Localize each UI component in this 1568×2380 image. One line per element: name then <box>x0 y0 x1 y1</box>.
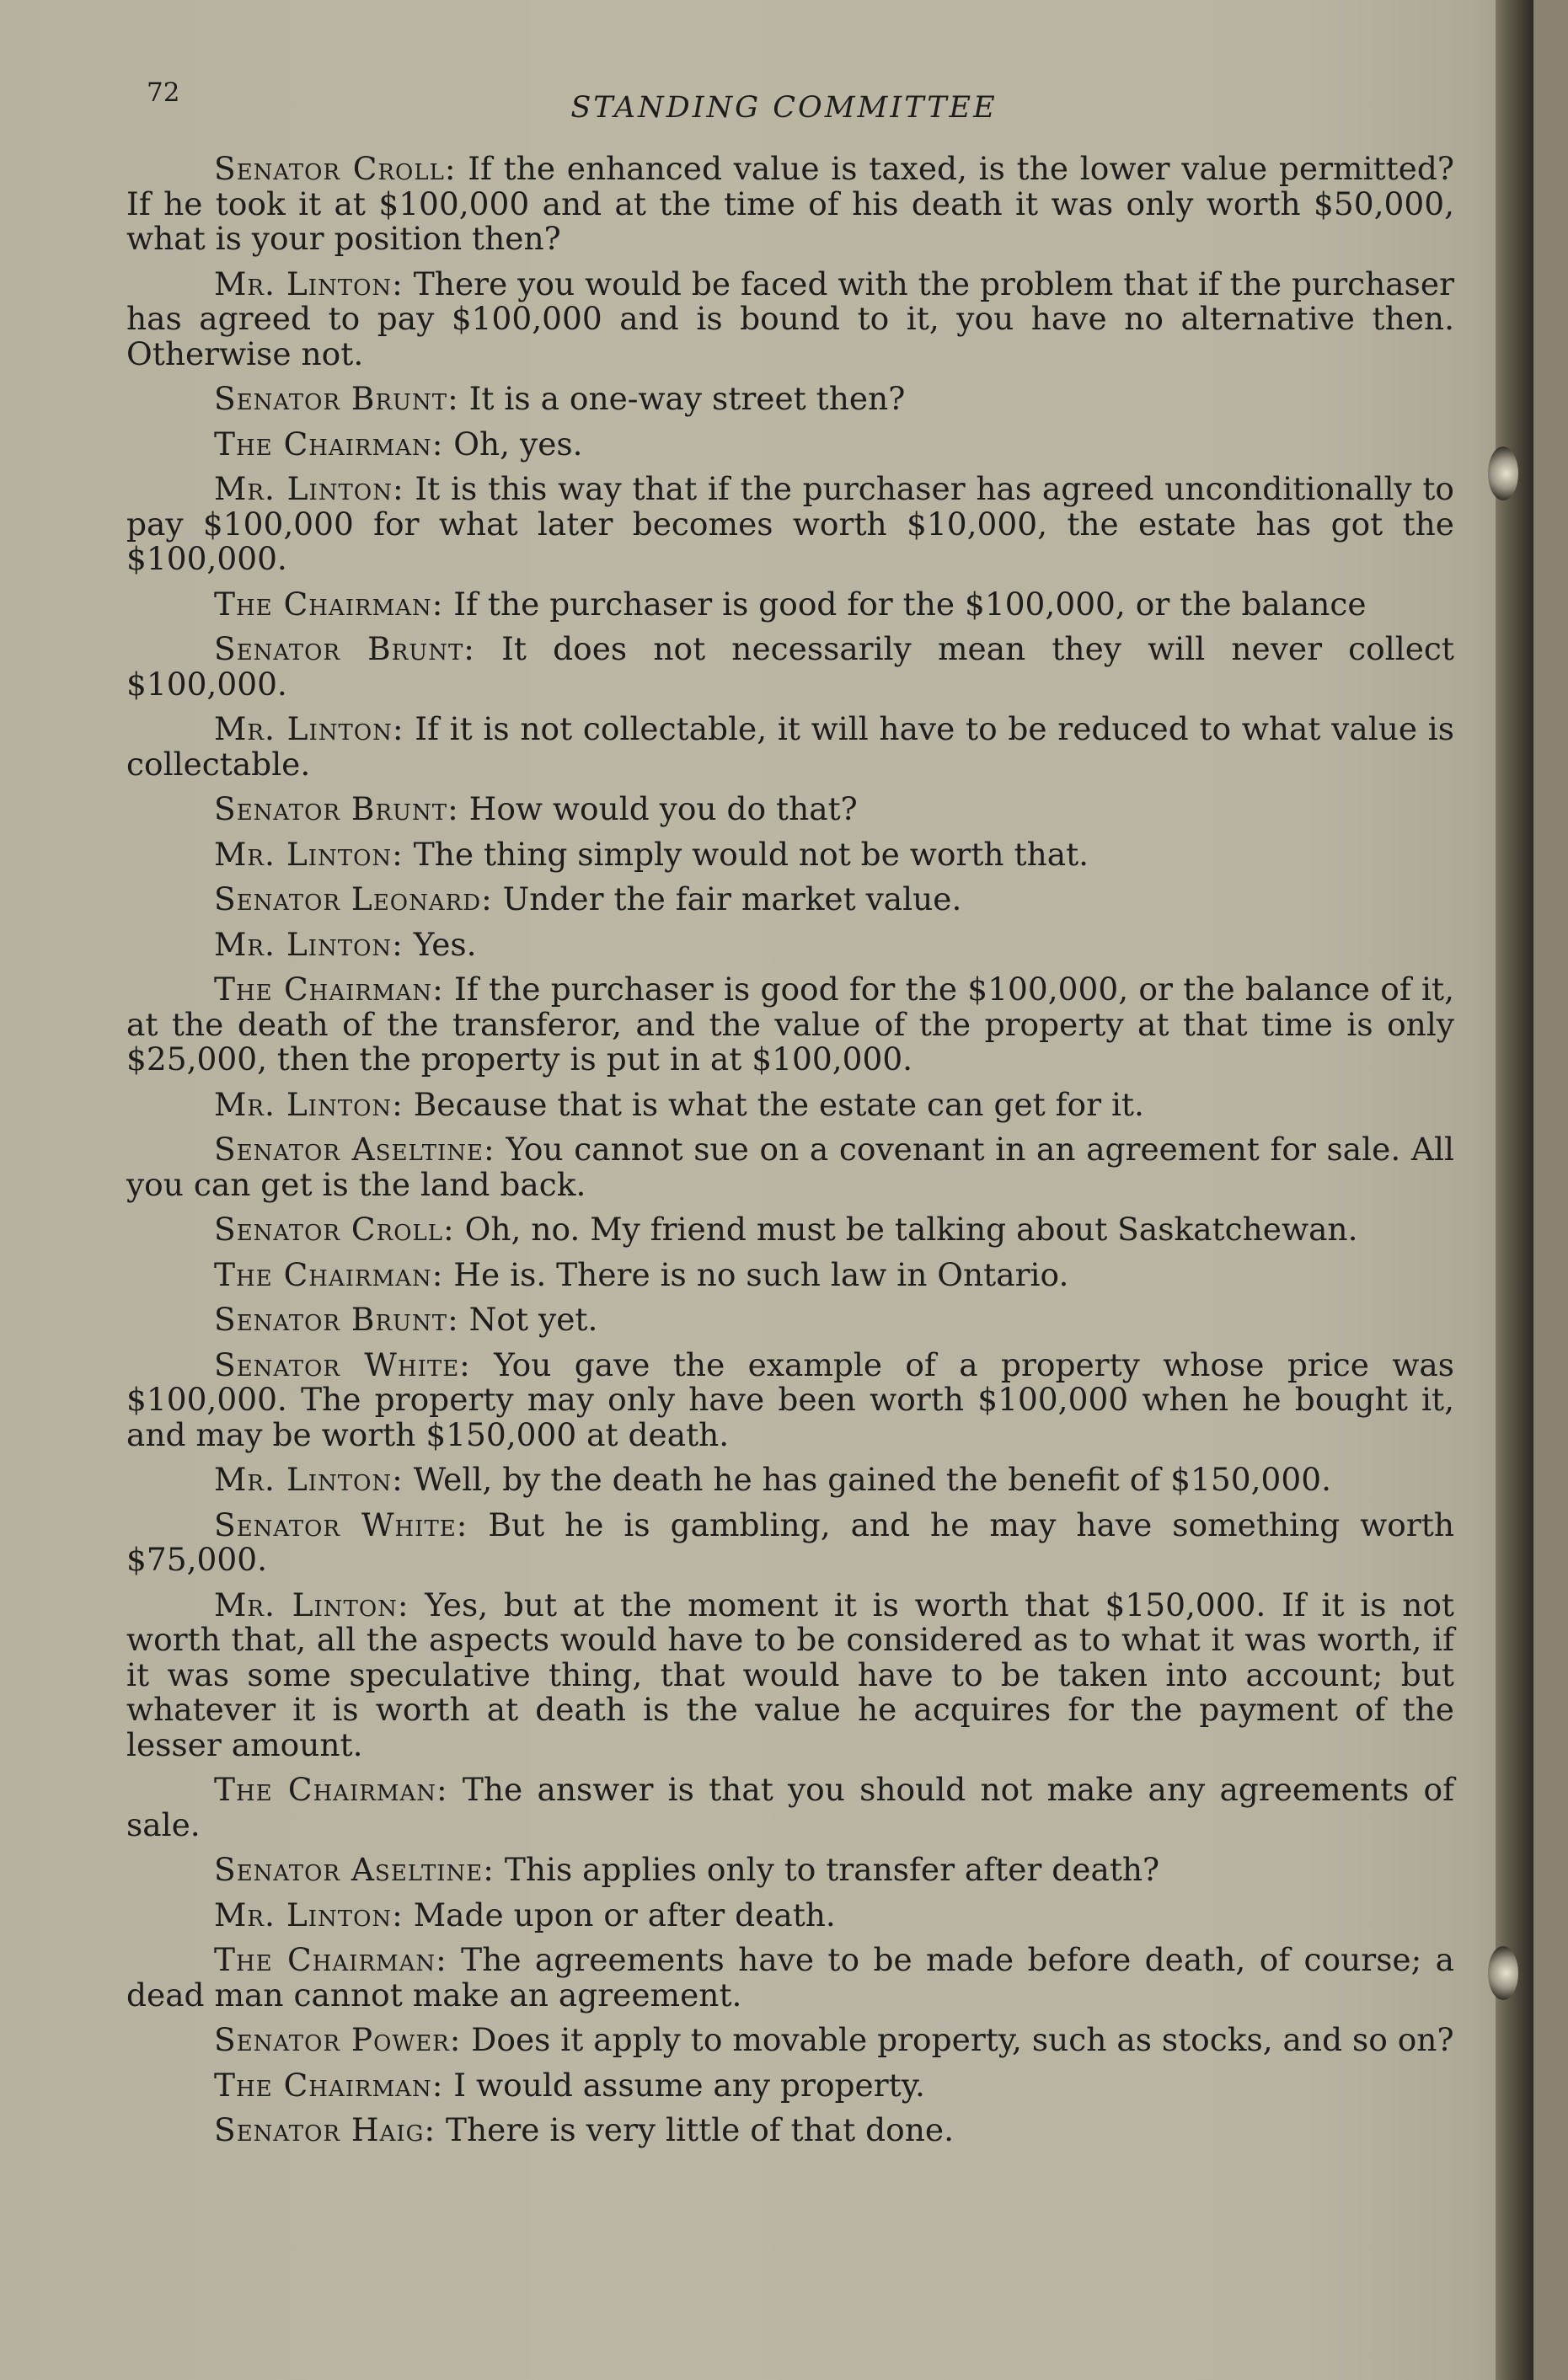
speaker-name: The Chairman: <box>214 585 444 623</box>
speech-text: Not yet. <box>458 1301 598 1338</box>
speech-text: Made upon or after death. <box>403 1896 836 1933</box>
speaker-name: The Chairman: <box>214 425 444 463</box>
transcript-paragraph <box>126 1898 1454 1933</box>
transcript-paragraph <box>126 1853 1454 1888</box>
speech-text: Yes, but at the moment it is worth that $150,000. If it is not worth that, all the aspects would have to be considered as to what it was worth, if it was some speculative thing, that would have to be taken into account; but whatever it is worth at death is the value he acquires for the payment of the lesser amount. <box>126 1586 1455 1763</box>
speaker-name: Senator White: <box>214 1506 468 1543</box>
speech-text: The thing simply would not be worth that. <box>403 835 1089 873</box>
speaker-name: Mr. Linton: <box>214 835 404 873</box>
speaker-name: Senator Croll: <box>214 1211 455 1248</box>
transcript-paragraph <box>126 1212 1454 1248</box>
transcript-paragraph <box>126 925 1454 963</box>
speech-text: There is very little of that done. <box>436 2111 954 2148</box>
transcript-paragraph <box>126 712 1454 782</box>
speech-text: It does not necessarily mean they will never collect $100,000. <box>126 630 1454 703</box>
speaker-name: Senator Brunt: <box>214 790 459 827</box>
transcript-paragraph <box>126 2068 1454 2104</box>
transcript-paragraph <box>126 2023 1454 2058</box>
speech-text: Under the fair market value. <box>492 880 962 917</box>
speech-text: It is a one-way street then? <box>458 380 906 417</box>
speaker-name: Mr. Linton: <box>214 1085 404 1123</box>
speech-text: This applies only to transfer after death? <box>494 1851 1160 1888</box>
transcript-paragraph <box>126 1302 1454 1338</box>
speech-text: How would you do that? <box>458 790 858 827</box>
speech-text: I would assume any property. <box>443 2066 925 2104</box>
binding-ring <box>1488 447 1518 500</box>
speaker-name: Mr. Linton: <box>214 710 404 747</box>
speech-text: If the purchaser is good for the $100,000, or the balance of it, at the death of the transferor, and the value of the property at that time is only $25,000, then the property is put in at $100,000. <box>126 971 1454 1078</box>
transcript-paragraph <box>126 1463 1454 1498</box>
speech-text: It is this way that if the purchaser has agreed unconditionally to pay $100,000 for what later becomes worth $10,000, the estate has got the $100,000. <box>126 470 1455 577</box>
speaker-name: Mr. Linton: <box>214 1586 409 1623</box>
speech-text: If it is not collectable, it will have to be reduced to what value is collectable. <box>126 710 1454 783</box>
transcript-paragraph <box>126 792 1454 827</box>
transcript-paragraph <box>126 152 1454 257</box>
speech-text: If the enhanced value is taxed, is the lower value permitted? If he took it at $100,000 and at the time of his death it was only worth $50,000, what is your position then? <box>126 150 1454 257</box>
transcript-paragraph <box>126 267 1454 372</box>
speaker-name: Senator Brunt: <box>214 380 459 417</box>
running-head: STANDING COMMITTEE <box>570 91 998 125</box>
transcript-paragraph <box>126 382 1454 417</box>
speech-text: He is. There is no such law in Ontario. <box>443 1255 1069 1293</box>
speech-text: Oh, no. My friend must be talking about Saskatchewan. <box>454 1211 1358 1248</box>
speaker-name: Mr. Linton: <box>214 925 404 963</box>
speaker-name: Senator Leonard: <box>214 880 493 917</box>
transcript-paragraph <box>126 427 1454 463</box>
transcript-paragraph <box>126 1255 1454 1293</box>
transcript-paragraph <box>126 1588 1454 1763</box>
transcript-paragraph <box>126 1773 1454 1842</box>
speaker-name: Senator White: <box>214 1345 471 1383</box>
speaker-name: The Chairman: <box>214 1941 447 1978</box>
speech-text: Well, by the death he has gained the benefit of $150,000. <box>403 1461 1332 1498</box>
transcript-body <box>126 152 1454 2158</box>
speaker-name: The Chairman: <box>214 971 444 1008</box>
transcript-paragraph <box>126 972 1454 1078</box>
speaker-name: Senator Haig: <box>214 2111 436 2148</box>
transcript-paragraph <box>126 1943 1454 2013</box>
transcript-paragraph <box>126 1085 1454 1123</box>
speaker-name: Senator Aseltine: <box>214 1851 495 1888</box>
page-number: 72 <box>147 78 180 108</box>
speaker-name: Senator Power: <box>214 2021 462 2058</box>
speech-text: There you would be faced with the problem that if the purchaser has agreed to pay $100,000 and is bound to it, you have no alternative then. Otherwise not. <box>126 265 1455 372</box>
speaker-name: The Chairman: <box>214 1255 444 1293</box>
speech-text: Does it apply to movable property, such as stocks, and so on? <box>461 2021 1454 2058</box>
speech-text: The agreements have to be made before death, of course; a dead man cannot make an agreement. <box>126 1941 1454 2014</box>
speaker-name: Senator Aseltine: <box>214 1131 495 1168</box>
speaker-name: Senator Croll: <box>214 150 457 187</box>
speaker-name: Senator Brunt: <box>214 630 475 667</box>
speech-text: You cannot sue on a covenant in an agreement for sale. All you can get is the land back. <box>126 1131 1454 1203</box>
transcript-paragraph <box>126 632 1454 702</box>
transcript-paragraph <box>126 837 1454 873</box>
transcript-paragraph <box>126 472 1454 577</box>
speech-text: But he is gambling, and he may have something worth $75,000. <box>126 1506 1454 1578</box>
transcript-paragraph <box>126 882 1454 917</box>
page-edge-shadow <box>1496 0 1533 2380</box>
binding-ring <box>1488 1946 1518 2000</box>
transcript-paragraph <box>126 1132 1454 1202</box>
speaker-name: Mr. Linton: <box>214 265 404 302</box>
speaker-name: The Chairman: <box>214 2066 444 2104</box>
speech-text: If the purchaser is good for the $100,000, or the balance <box>443 585 1367 623</box>
speech-text: Oh, yes. <box>443 425 583 463</box>
speaker-name: Mr. Linton: <box>214 470 404 507</box>
transcript-paragraph <box>126 1508 1454 1578</box>
speech-text: The answer is that you should not make any agreements of sale. <box>126 1771 1455 1843</box>
transcript-paragraph <box>126 1345 1454 1453</box>
speaker-name: Mr. Linton: <box>214 1896 404 1933</box>
speaker-name: Senator Brunt: <box>214 1301 459 1338</box>
speaker-name: Mr. Linton: <box>214 1461 404 1498</box>
transcript-paragraph <box>126 2113 1454 2148</box>
speech-text: Yes. <box>403 925 477 963</box>
transcript-paragraph <box>126 587 1454 623</box>
speaker-name: The Chairman: <box>214 1771 448 1808</box>
speech-text: You gave the example of a property whose price was $100,000. The property may only have been worth $100,000 when he bought it, and may be worth $150,000 at death. <box>126 1345 1454 1453</box>
speech-text: Because that is what the estate can get for it. <box>403 1085 1144 1123</box>
